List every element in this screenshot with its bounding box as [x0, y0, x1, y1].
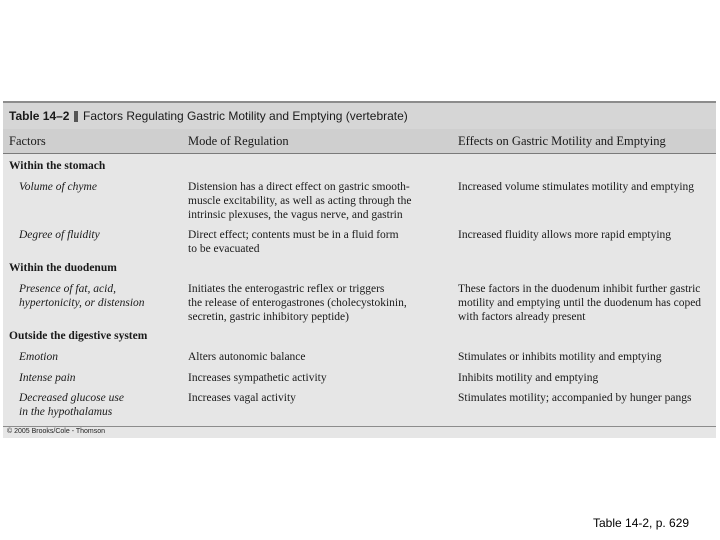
section-label: Within the stomach	[9, 160, 106, 172]
slide-caption: Table 14-2, p. 629	[593, 516, 690, 530]
mode-cell: Alters autonomic balance	[188, 351, 306, 363]
effect-cell: Increased fluidity allows more rapid emptying	[458, 229, 672, 241]
table-header-row	[3, 129, 716, 153]
effect-cell: Stimulates motility; accompanied by hunger pangs	[458, 392, 692, 404]
mode-cell: Increases vagal activity	[188, 392, 296, 404]
copyright-notice: © 2005 Brooks/Cole - Thomson	[7, 428, 106, 435]
factors-table	[3, 101, 716, 438]
table-title: Factors Regulating Gastric Motility and Emptying (vertebrate)	[83, 109, 408, 123]
table-title-bar	[3, 103, 716, 129]
table-number: Table 14–2	[9, 109, 70, 123]
mode-cell: Direct effect; contents must be in a fluid form to be evacuated	[188, 229, 399, 255]
header-rule	[3, 153, 716, 154]
section-label: Within the duodenum	[9, 262, 117, 274]
effect-cell: These factors in the duodenum inhibit further gastric motility and emptying until the duodenum has coped with factors already present	[458, 283, 702, 323]
header-factors: Factors	[9, 134, 46, 148]
effect-cell: Inhibits motility and emptying	[458, 372, 599, 384]
effect-cell: Stimulates or inhibits motility and emptying	[458, 351, 662, 363]
factor-cell: Degree of fluidity	[19, 229, 100, 241]
section-label: Outside the digestive system	[9, 330, 148, 342]
header-effects: Effects on Gastric Motility and Emptying	[458, 134, 666, 148]
factor-cell: Presence of fat, acid, hypertonicity, or distension	[19, 283, 145, 309]
mode-cell: Increases sympathetic activity	[188, 372, 327, 384]
title-separator-bar	[74, 111, 78, 122]
effect-cell: Increased volume stimulates motility and emptying	[458, 181, 695, 193]
header-mode: Mode of Regulation	[188, 134, 289, 148]
factor-cell: Volume of chyme	[19, 181, 97, 193]
factor-cell: Decreased glucose use in the hypothalamus	[19, 392, 124, 418]
table-bottom-rule	[3, 426, 716, 427]
factor-cell: Intense pain	[19, 372, 76, 384]
factor-cell: Emotion	[19, 351, 58, 363]
mode-cell: Initiates the enterogastric reflex or triggers the release of enterogastrones (cholecystokinin, secretin, gastric inhibitory peptide)	[188, 283, 407, 323]
mode-cell: Distension has a direct effect on gastric smooth- muscle excitability, as well as acting through the intrinsic plexuses, the vagus nerve, and gastrin	[188, 181, 412, 221]
